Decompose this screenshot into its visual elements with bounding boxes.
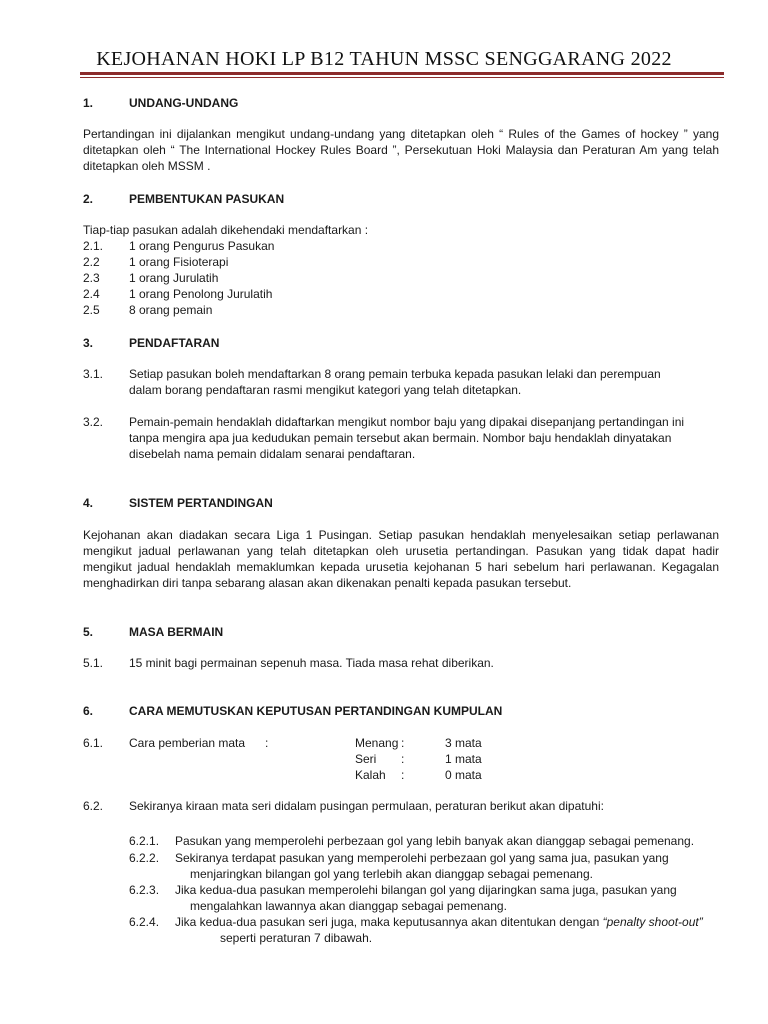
subclause-line-2: menjaringkan bilangan gol yang terlebih akan dianggap sebagai pemenang. bbox=[190, 867, 593, 881]
subclause-line-1: Pasukan yang memperolehi perbezaan gol yang lebih banyak akan dianggap sebagai pemenang. bbox=[175, 834, 695, 848]
list-item-text: 1 orang Pengurus Pasukan bbox=[129, 239, 275, 253]
clause-3-1-line-2: dalam borang pendaftaran rasmi mengikut kategori yang telah ditetapkan. bbox=[129, 383, 522, 397]
points-colon: : bbox=[401, 752, 405, 766]
section-1-number: 1. bbox=[83, 96, 94, 110]
document-title: KEJOHANAN HOKI LP B12 TAHUN MSSC SENGGARANG 2022 bbox=[96, 48, 672, 70]
list-item-number: 2.2 bbox=[83, 255, 100, 269]
section-2-intro: Tiap-tiap pasukan adalah dikehendaki mendaftarkan : bbox=[83, 223, 369, 237]
clause-5-1-text: 15 minit bagi permainan sepenuh masa. Tiada masa rehat diberikan. bbox=[129, 656, 494, 670]
list-item-number: 2.1. bbox=[83, 239, 104, 253]
section-3-number: 3. bbox=[83, 336, 94, 350]
clause-3-2-line-3: disebelah nama pemain didalam senarai pendaftaran. bbox=[129, 447, 416, 461]
subclause-line-1: Sekiranya terdapat pasukan yang memperolehi perbezaan gol yang sama jua, pasukan yang bbox=[175, 851, 669, 865]
section-1-paragraph: Pertandingan ini dijalankan mengikut undang-undang yang ditetapkan oleh “ Rules of the Games of hockey ” yang ditetapkan oleh “ The International Hockey Rules Board ”, Persekutuan Hoki Malaysia dan Peraturan Am yang telah ditetapkan oleh MSSM . bbox=[83, 127, 719, 173]
clause-6-1-label: Cara pemberian mata bbox=[129, 736, 246, 750]
subclause-text: Jika kedua-dua pasukan seri juga, maka keputusannya akan ditentukan dengan bbox=[175, 915, 600, 929]
penalty-shootout-term: “penalty shoot-out” bbox=[602, 915, 703, 929]
points-value: 3 mata bbox=[445, 736, 482, 750]
clause-3-1-line-1: Setiap pasukan boleh mendaftarkan 8 orang pemain terbuka kepada pasukan lelaki dan perempuan bbox=[129, 367, 661, 381]
clause-6-1-colon: : bbox=[265, 736, 269, 750]
clause-5-1-number: 5.1. bbox=[83, 656, 104, 670]
points-value: 0 mata bbox=[445, 768, 482, 782]
subclause-number: 6.2.1. bbox=[129, 834, 160, 848]
title-rule-thick bbox=[80, 72, 724, 75]
section-2-heading: PEMBENTUKAN PASUKAN bbox=[129, 192, 285, 206]
points-value: 1 mata bbox=[445, 752, 482, 766]
subclause-number: 6.2.4. bbox=[129, 915, 160, 929]
subclause-line-1: Jika kedua-dua pasukan memperolehi bilangan gol yang dijaringkan sama juga, pasukan yang bbox=[175, 883, 677, 897]
points-result: Menang bbox=[355, 736, 399, 750]
points-colon: : bbox=[401, 736, 405, 750]
clause-3-2-number: 3.2. bbox=[83, 415, 104, 429]
section-3-heading: PENDAFTARAN bbox=[129, 336, 220, 350]
list-item-number: 2.5 bbox=[83, 303, 100, 317]
points-colon: : bbox=[401, 768, 405, 782]
section-5-number: 5. bbox=[83, 625, 94, 639]
section-2-number: 2. bbox=[83, 192, 94, 206]
clause-6-1-number: 6.1. bbox=[83, 736, 104, 750]
subclause-number: 6.2.2. bbox=[129, 851, 160, 865]
subclause-line-2: mengalahkan lawannya akan dianggap sebagai pemenang. bbox=[190, 899, 507, 913]
list-item-text: 1 orang Penolong Jurulatih bbox=[129, 287, 273, 301]
list-item-text: 8 orang pemain bbox=[129, 303, 213, 317]
list-item-text: 1 orang Jurulatih bbox=[129, 271, 219, 285]
section-5-heading: MASA BERMAIN bbox=[129, 625, 224, 639]
subclause-line-1 bbox=[175, 914, 703, 930]
section-6-heading: CARA MEMUTUSKAN KEPUTUSAN PERTANDINGAN KUMPULAN bbox=[129, 704, 503, 718]
clause-3-2-line-2: tanpa mengira apa jua kedudukan pemain tersebut akan bermain. Nombor baju hendaklah dinyatakan bbox=[129, 431, 672, 445]
section-6-number: 6. bbox=[83, 704, 94, 718]
section-4-heading: SISTEM PERTANDINGAN bbox=[129, 496, 273, 510]
points-result: Seri bbox=[355, 752, 377, 766]
points-result: Kalah bbox=[355, 768, 386, 782]
clause-3-2-line-1: Pemain-pemain hendaklah didaftarkan mengikut nombor baju yang dipakai disepanjang pertandingan ini bbox=[129, 415, 685, 429]
clause-6-2-number: 6.2. bbox=[83, 799, 104, 813]
section-4-paragraph: Kejohanan akan diadakan secara Liga 1 Pusingan. Setiap pasukan hendaklah menyelesaikan setiap perlawanan mengikut jadual perlawanan yang telah ditetapkan oleh urusetia pertandingan. Pasukan yang tidak dapat hadir mengikut jadual hendaklah memaklumkan kepada urusetia kejohanan 5 hari sebelum hari perlawanan. Kegagalan menghadirkan diri tanpa sebarang alasan akan dikenakan penalti kepada pasukan tersebut. bbox=[83, 528, 719, 590]
section-1-heading: UNDANG-UNDANG bbox=[129, 96, 239, 110]
list-item-text: 1 orang Fisioterapi bbox=[129, 255, 229, 269]
clause-3-1-number: 3.1. bbox=[83, 367, 104, 381]
subclause-number: 6.2.3. bbox=[129, 883, 160, 897]
subclause-line-2: seperti peraturan 7 dibawah. bbox=[220, 931, 373, 945]
clause-6-2-text: Sekiranya kiraan mata seri didalam pusingan permulaan, peraturan berikut akan dipatuhi: bbox=[129, 799, 604, 813]
title-rule-thin bbox=[80, 77, 724, 78]
list-item-number: 2.3 bbox=[83, 271, 100, 285]
list-item-number: 2.4 bbox=[83, 287, 100, 301]
section-4-number: 4. bbox=[83, 496, 94, 510]
